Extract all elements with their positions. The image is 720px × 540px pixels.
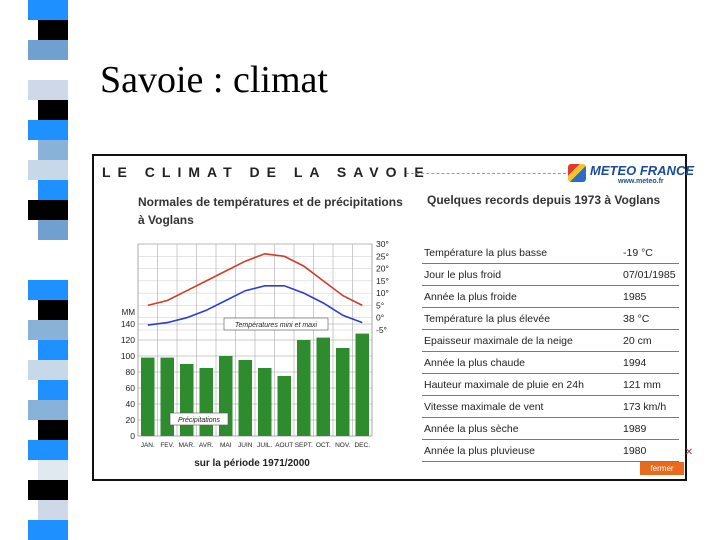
record-label: Température la plus élevée: [424, 313, 551, 325]
record-row: [422, 418, 679, 440]
stripe-segment: [28, 240, 68, 260]
precip-bar: [336, 348, 350, 436]
stripe-segment: [38, 300, 68, 320]
left-tick-label: 20: [125, 415, 135, 425]
right-tick-label: 30°: [376, 239, 389, 249]
record-row: [422, 374, 679, 396]
left-tick-label: 80: [125, 367, 135, 377]
month-label: AOUT: [275, 442, 294, 449]
month-label: NOV.: [335, 442, 351, 449]
month-label: DEC.: [354, 442, 371, 449]
record-value: 121 mm: [623, 379, 661, 391]
left-tick-label: 40: [125, 399, 135, 409]
record-label: Année la plus froide: [424, 291, 517, 303]
fermer-button[interactable]: fermer: [640, 462, 684, 475]
meteo-france-logo: [568, 162, 694, 188]
stripe-segment: [38, 220, 68, 240]
record-value: 07/01/1985: [623, 269, 676, 281]
right-tick-label: -5°: [376, 325, 387, 335]
stripe-segment: [38, 380, 68, 400]
climate-chart: [118, 240, 418, 472]
record-value: 1980: [623, 445, 647, 457]
record-label: Année la plus sèche: [424, 423, 519, 435]
panel-banner: LE CLIMAT DE LA SAVOIE: [102, 164, 431, 180]
record-value: 173 km/h: [623, 401, 667, 413]
record-label: Vitesse maximale de vent: [424, 401, 544, 413]
record-value: -19 °C: [623, 247, 653, 259]
right-tick-label: 15°: [376, 275, 389, 286]
logo-url: www.meteo.fr: [618, 178, 664, 185]
stripe-segment: [38, 260, 68, 280]
stripe-segment: [28, 440, 68, 460]
month-label: AVR.: [198, 442, 214, 449]
month-label: JUIL.: [257, 442, 273, 449]
record-row: [422, 242, 679, 264]
right-tick-label: 20°: [376, 263, 389, 274]
meteo-france-logo-icon: [568, 164, 586, 182]
right-tick-label: 10°: [376, 288, 389, 299]
record-label: Jour le plus froid: [424, 269, 502, 281]
record-row: [422, 264, 679, 286]
left-tick-label: 60: [125, 383, 135, 393]
left-tick-label: 140: [120, 319, 135, 329]
record-value: 1985: [623, 291, 647, 303]
stripe-segment: [28, 80, 68, 100]
month-label: MAI: [219, 442, 232, 449]
decorative-stripe: [28, 0, 68, 540]
stripe-segment: [28, 520, 68, 540]
right-tick-label: 0°: [376, 312, 385, 323]
close-icon[interactable]: ✕: [684, 447, 694, 458]
precip-bar: [200, 368, 214, 436]
stripe-segment: [28, 0, 68, 20]
normals-title: Normales de températures et de précipitations à Voglans: [138, 195, 403, 227]
left-tick-label: 0: [130, 431, 135, 441]
stripe-segment: [28, 120, 68, 140]
record-row: [422, 286, 679, 308]
left-tick-label: 100: [120, 351, 135, 361]
month-label: JUIN: [238, 442, 253, 449]
record-row: [422, 308, 679, 330]
slide-title: Savoie : climat: [100, 59, 328, 101]
record-label: Année la plus chaude: [424, 357, 525, 369]
record-label: Hauteur maximale de pluie en 24h: [424, 379, 584, 391]
record-row: [422, 396, 679, 418]
climate-panel: [92, 154, 694, 481]
banner-rule: [406, 173, 566, 174]
left-tick-label: 120: [120, 335, 135, 345]
record-row: [422, 330, 679, 352]
stripe-segment: [38, 20, 68, 40]
month-label: JAN.: [140, 442, 155, 449]
temps-legend-label: Températures mini et maxi: [234, 322, 318, 329]
stripe-segment: [38, 500, 68, 520]
precip-bar: [317, 338, 331, 436]
month-label: FEV.: [160, 442, 175, 449]
record-row: [422, 352, 679, 374]
records-title: Quelques records depuis 1973 à Voglans: [427, 193, 661, 207]
stripe-segment: [28, 280, 68, 300]
record-value: 38 °C: [623, 313, 650, 325]
stripe-segment: [38, 60, 68, 80]
stripe-segment: [38, 460, 68, 480]
stripe-segment: [38, 100, 68, 120]
right-tick-label: 5°: [376, 300, 385, 311]
record-label: Année la plus pluvieuse: [424, 445, 535, 457]
stripe-segment: [28, 320, 68, 340]
stripe-segment: [28, 160, 68, 180]
record-value: 1989: [623, 423, 647, 435]
precip-bar: [297, 340, 311, 436]
stripe-segment: [38, 420, 68, 440]
stripe-segment: [28, 400, 68, 420]
precip-bar: [239, 360, 253, 436]
month-label: SEPT.: [294, 442, 313, 449]
record-label: Température la plus basse: [424, 247, 548, 259]
stripe-segment: [38, 140, 68, 160]
precip-legend-label: Précipitations: [177, 417, 221, 424]
month-label: OCT.: [315, 442, 331, 449]
month-label: MAR.: [178, 442, 195, 449]
stripe-segment: [38, 340, 68, 360]
precip-bar: [278, 376, 292, 436]
precip-bar: [258, 368, 272, 436]
record-value: 1994: [623, 357, 647, 369]
stripe-segment: [28, 200, 68, 220]
chart-caption: sur la période 1971/2000: [194, 458, 310, 469]
record-row: [422, 440, 679, 462]
stripe-segment: [28, 360, 68, 380]
stripe-segment: [38, 180, 68, 200]
record-label: Epaisseur maximale de la neige: [424, 335, 573, 347]
precip-bar: [141, 358, 155, 436]
logo-name: METEO FRANCE: [590, 163, 694, 178]
records-table: [422, 242, 679, 462]
right-tick-label: 25°: [376, 251, 389, 262]
left-axis-unit: MM: [121, 308, 135, 317]
precip-bar: [356, 334, 370, 436]
stripe-segment: [28, 40, 68, 60]
record-value: 20 cm: [623, 335, 652, 347]
stripe-segment: [28, 480, 68, 500]
